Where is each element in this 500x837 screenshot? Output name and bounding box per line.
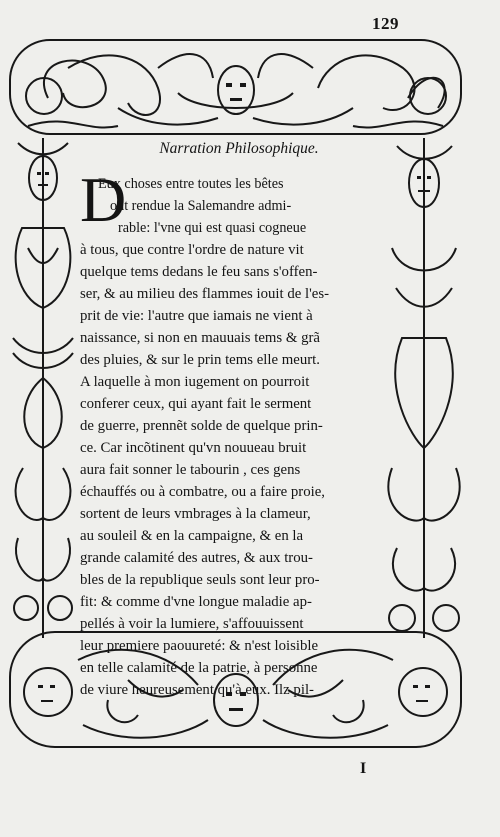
text-line: fit: & comme d'vne longue maladie ap- — [80, 594, 312, 610]
text-line: ser, & au milieu des flammes iouit de l'es- — [80, 286, 330, 302]
text-line: sortent de leurs vmbrages à la clameur, — [80, 506, 311, 522]
text-line: leur premiere paouureté: & n'est loisible — [80, 638, 319, 654]
text-line: A laquelle à mon iugement on pourroit — [80, 374, 310, 390]
page-number: 129 — [372, 14, 399, 33]
section-heading: Narration Philosophique. — [159, 140, 319, 157]
top-ornament-border — [8, 38, 463, 136]
signature-mark: I — [360, 760, 367, 777]
text-line: à tous, que contre l'ordre de nature vit — [80, 242, 304, 258]
text-line: naissance, si non en mauuais tems & grã — [80, 330, 320, 346]
left-ornament-border — [8, 138, 78, 638]
text-line: de viure heureusement qu'à eux. Ilz pil- — [80, 682, 314, 698]
text-line: bles de la republique seuls sont leur pro- — [80, 572, 320, 588]
text-line: aura fait sonner le tabourin , ces gens — [80, 462, 301, 478]
text-line: rable: l'vne qui est quasi cogneue — [118, 220, 307, 236]
text-line: ce. Car incõtinent qu'vn nouueau bruit — [80, 440, 307, 456]
text-line: au souleil & en la campaigne, & en la — [80, 528, 304, 544]
text-line: prit de vie: l'autre que iamais ne vient à — [80, 308, 313, 324]
text-line: pellés à voir la lumiere, s'affouuissent — [80, 616, 304, 632]
text-line: en telle calamité de la patrie, à personne — [80, 660, 318, 676]
text-line: grande calamité des autres, & aux trou- — [80, 550, 313, 566]
text-line: quelque tems dedans le feu sans s'offen- — [80, 264, 318, 280]
right-ornament-border — [382, 138, 466, 638]
text-line: ont rendue la Salemandre admi- — [110, 198, 292, 214]
text-line: de guerre, prennẽt solde de quelque prin- — [80, 418, 323, 434]
text-line: échauffés ou à combatre, ou a faire proie, — [80, 484, 325, 500]
text-line: Eux choses entre toutes les bêtes — [98, 176, 284, 192]
text-line: conferer ceux, qui ayant fait le serment — [80, 396, 312, 412]
text-line: des pluies, & sur le prin tems elle meurt. — [80, 352, 320, 368]
drop-cap: D — [80, 164, 127, 235]
